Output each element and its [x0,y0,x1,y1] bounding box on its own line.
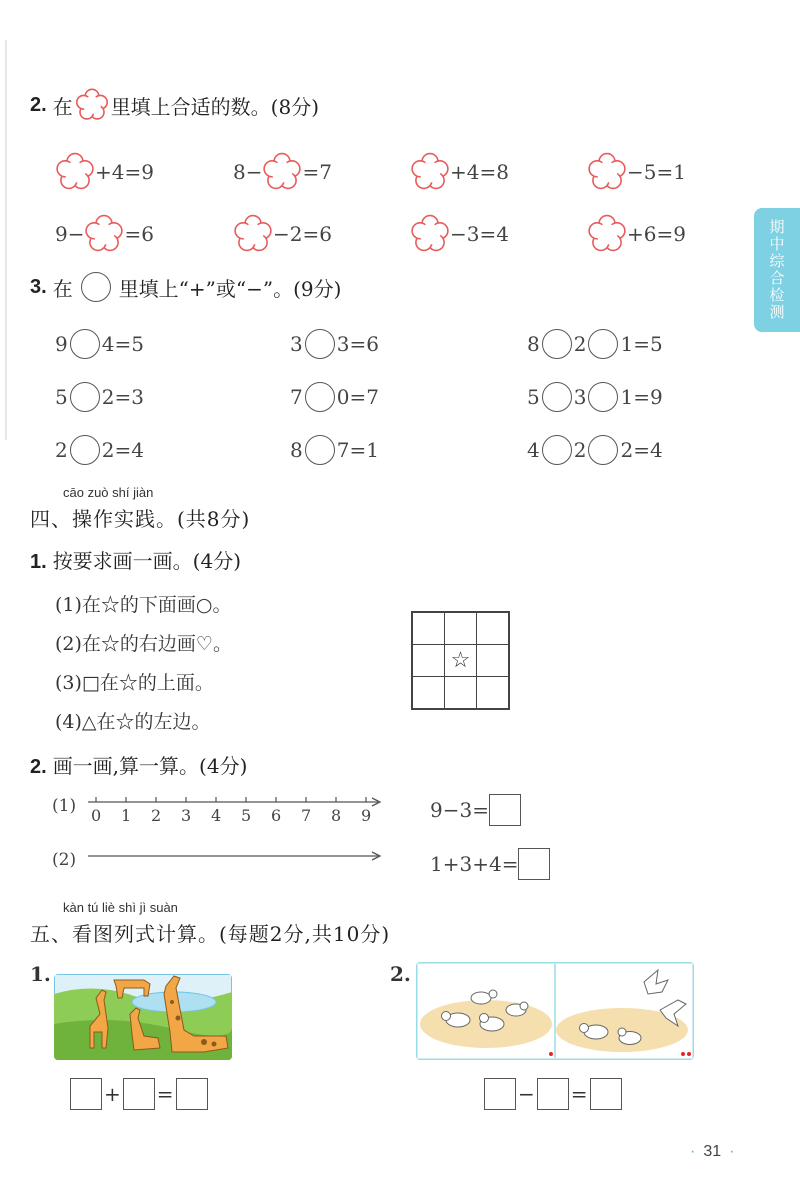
sec4-q2-heading [30,750,247,779]
doves-illustration-icon [416,962,694,1060]
q3-eq-2-2 [290,377,379,417]
q3-eq-text: 2 [573,438,587,462]
operator-circle[interactable] [542,435,572,465]
grid-cell[interactable] [476,612,509,645]
tick-label: 2 [151,806,162,825]
numberline-1-expression [430,792,521,828]
numberline-2-label: (2) [52,850,77,870]
equals-operator: = [156,1082,174,1106]
operator-circle[interactable] [588,329,618,359]
q3-eq-text: 2=4 [101,438,144,462]
number-line-2-svg [86,848,386,882]
instruction-2: (2)在☆的右边画♡。 [55,633,232,655]
q2-eq-2-3 [410,214,509,254]
q3-eq-text: 3 [290,332,303,356]
q2-eq-text: −5=1 [627,160,686,184]
flower-answer-slot[interactable] [410,152,450,192]
instruction-3: (3)□在☆的上面。 [55,672,214,694]
tick-label: 4 [211,806,222,825]
answer-box[interactable] [484,1078,516,1110]
giraffes-illustration-icon [54,974,232,1060]
tick-label: 0 [91,806,102,825]
tick-label: 7 [301,806,312,825]
tick-marks [96,797,366,802]
number-line-1[interactable] [86,794,386,828]
q2-heading [30,88,319,122]
q3-heading [30,272,341,302]
doves-picture [416,962,694,1060]
q3-eq-text: 4 [527,438,540,462]
q3-eq-text: 1=5 [620,332,663,356]
sec4-title: 四、操作实践。(共8分) [30,507,251,531]
q2-heading-post: 里填上合适的数。(8分) [110,94,320,119]
q3-eq-text: 1=9 [620,385,663,409]
operator-circle[interactable] [542,329,572,359]
q3-number: 3. [30,275,47,298]
q3-eq-text: 5 [55,385,68,409]
tick-label: 1 [121,806,132,825]
q3-eq-3-3 [527,430,663,470]
answer-box[interactable] [176,1078,208,1110]
flower-answer-slot[interactable] [233,214,273,254]
instruction-1: (1)在☆的下面画○。 [55,594,232,616]
answer-box[interactable] [590,1078,622,1110]
q3-eq-text: 8 [290,438,303,462]
page-dot-right: · [729,1143,735,1160]
q2-number: 2. [30,93,47,116]
answer-box[interactable] [70,1078,102,1110]
expression-text: 9−3= [430,798,489,822]
q2-eq-text: =7 [302,160,332,184]
problem-2-number: 2. [390,962,411,986]
problem-1-number: 1. [30,962,51,986]
q3-eq-text: 2=4 [620,438,663,462]
q2-eq-text: 9− [55,222,85,246]
q2-eq-2-1 [55,214,154,254]
problem-2-expression [484,1078,622,1110]
q2-eq-2-2 [233,214,332,254]
q2-eq-text: −2=6 [273,222,332,246]
grid-cell[interactable] [476,644,509,677]
q2-eq-1-2 [233,152,332,192]
q3-eq-text: 9 [55,332,68,356]
numberline-1-label: (1) [52,796,77,816]
operator-circle[interactable] [305,329,335,359]
q3-eq-1-2 [290,324,379,364]
operator-circle[interactable] [305,382,335,412]
q2-eq-1-1 [55,152,154,192]
q2-eq-text: +4=8 [450,160,509,184]
tick-label: 5 [241,806,252,825]
q3-eq-text: 8 [527,332,540,356]
answer-box[interactable] [537,1078,569,1110]
grid-cell[interactable] [444,612,477,645]
flower-answer-slot[interactable] [587,152,627,192]
sec5-pinyin: kàn tú liè shì jì suàn [63,900,178,915]
binding-edge [5,40,7,440]
grid-cell-center[interactable] [444,644,477,677]
operator-circle[interactable] [588,382,618,412]
operator-circle[interactable] [70,382,100,412]
q3-heading-post: 里填上“+”或“−”。(9分) [118,276,342,301]
operator-circle[interactable] [542,382,572,412]
page-number [690,1143,734,1161]
q3-eq-text: 3=6 [336,332,379,356]
q2-eq-text: +4=9 [95,160,154,184]
operator-circle[interactable] [70,329,100,359]
answer-box[interactable] [489,794,521,826]
answer-box[interactable] [123,1078,155,1110]
q3-eq-text: 0=7 [336,385,379,409]
q3-heading-pre: 在 [52,276,73,301]
page-dot-left: · [690,1143,696,1160]
drawing-grid [411,611,510,710]
q3-eq-text: 7 [290,385,303,409]
flower-answer-slot[interactable] [55,152,95,192]
flower-icon [75,88,109,122]
answer-box[interactable] [518,848,550,880]
q3-eq-2-1 [55,377,144,417]
grid-cell[interactable] [412,676,445,709]
grid-cell[interactable] [412,612,445,645]
q3-eq-3-2 [290,430,379,470]
flower-answer-slot[interactable] [410,214,450,254]
numberline-2-expression [430,846,550,882]
q3-eq-1-3 [527,324,663,364]
q3-eq-text: 7=1 [336,438,379,462]
q3-eq-text: 4=5 [101,332,144,356]
q2-eq-2-4 [587,214,686,254]
side-tab [754,208,800,332]
sec4-q1-title: 按要求画一画。(4分) [52,549,242,573]
star-icon: ☆ [450,647,471,673]
q3-eq-text: 5 [527,385,540,409]
flower-answer-slot[interactable] [262,152,302,192]
q2-heading-pre: 在 [52,94,73,119]
q3-eq-text: 2 [573,332,587,356]
q3-eq-2-3 [527,377,663,417]
instruction-4: (4)△在☆的左边。 [55,711,211,733]
q2-eq-text: +6=9 [627,222,686,246]
operator-circle[interactable] [588,435,618,465]
grid-cell[interactable] [476,676,509,709]
sec4-pinyin: cāo zuò shí jiàn [63,485,154,500]
sec4-q2-number: 2. [30,756,47,778]
minus-operator: − [518,1082,535,1106]
equals-operator: = [570,1082,588,1106]
flower-answer-slot[interactable] [587,214,627,254]
q3-eq-1-1 [55,324,144,364]
tick-label: 6 [271,806,282,825]
grid-cell[interactable] [444,676,477,709]
sec4-q1-number: 1. [30,551,47,573]
q2-eq-1-4 [587,152,686,192]
sec4-q1-heading [30,545,241,574]
grid-cell[interactable] [412,644,445,677]
expression-text: 1+3+4= [430,852,519,876]
q2-eq-1-3 [410,152,509,192]
q2-eq-text: −3=4 [450,222,509,246]
page-number-text: 31 [703,1143,722,1160]
tick-label: 3 [181,806,192,825]
giraffe-picture [54,974,232,1060]
problem-1-expression [70,1078,208,1110]
sec4-q2-title: 画一画,算一算。(4分) [52,754,248,778]
tick-label: 8 [331,806,342,825]
q3-eq-text: 2 [55,438,68,462]
q3-eq-text: 2=3 [101,385,144,409]
q3-eq-3-1 [55,430,144,470]
circle-icon [81,272,111,302]
q2-eq-text: =6 [124,222,154,246]
tick-label: 9 [361,806,372,825]
operator-circle[interactable] [70,435,100,465]
plus-operator: + [104,1082,121,1106]
number-line-2[interactable] [86,848,386,882]
q2-eq-text: 8− [233,160,263,184]
sec5-title: 五、看图列式计算。(每题2分,共10分) [30,922,391,946]
operator-circle[interactable] [305,435,335,465]
side-tab-label: 期中综合检测 [767,219,786,321]
flower-answer-slot[interactable] [84,214,124,254]
q3-eq-text: 3 [573,385,587,409]
